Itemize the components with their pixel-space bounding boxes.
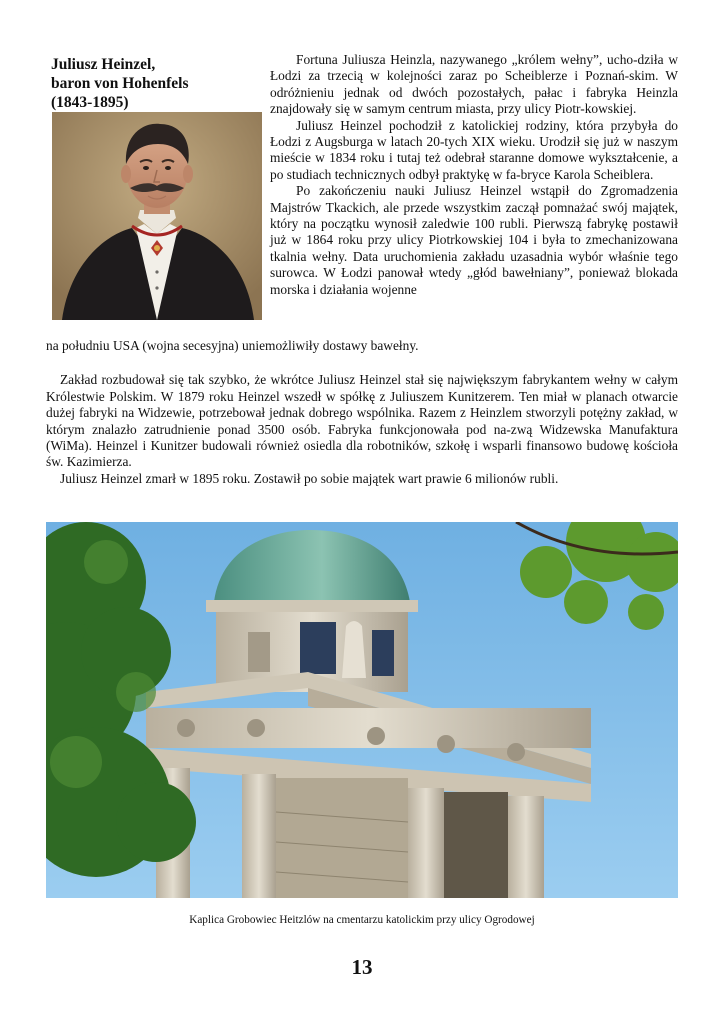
paragraph-expansion: Zakład rozbudował się tak szybko, że wkrótce Juliusz Heinzel stał się największym fabrykantem wełny w całym Królestwie Polskim. W 1879 roku Heinzel wszedł w spółkę z Juliuszem Kunitzerem. Ten miał w planach otwarcie dużej fabryki na Widzewie, potrzebował jednak dobrego wspólnika. Razem z Heinzlem stworzyli potężny zakład, w którym znalazło zatrudnienie ponad 3500 osób. Fabryka funkcjonowała pod na-zwą Widzewska Manufaktura (WiMa). Heinzel i Kunitzer budowali również osiedla dla robotników, szkołę i wsparli finansowo budowę kościoła św. Kazimierza. <box>46 372 678 470</box>
portrait-title-line-name: Juliusz Heinzel, <box>51 56 156 73</box>
paragraph-death: Juliusz Heinzel zmarł w 1895 roku. Zostawił po sobie majątek wart prawie 6 milionów rubli. <box>60 470 559 486</box>
portrait-title-line-years: (1843-1895) <box>51 94 129 111</box>
chapel-illustration <box>46 522 678 898</box>
paragraph-continuation: na południu USA (wojna secesyjna) uniemożliwiły dostawy bawełny. <box>46 338 419 353</box>
right-column-text <box>270 52 678 298</box>
paragraph-origin: Juliusz Heinzel pochodził z katolickiej rodziny, która przybyła do Łodzi z Augsburga w latach 20-tych XIX wieku. Urodził się już w naszym mieście w 1834 roku i tutaj też odebrał staranne domowe wykształcenie, a po studiach technicznych odbył praktykę w fa-bryce Karola Scheiblera. <box>270 117 678 182</box>
chapel-photo <box>46 522 678 898</box>
paragraph-intro: Fortuna Juliusza Heinzla, nazywanego „królem wełny”, ucho-dziła w Łodzi za trzecią w kolejności zaraz po Scheiblerze i Poznań-skim. W odróżnieniu jednak od dwóch pozostałych, pałac i fabryka Heinzla znajdowały się w samym centrum miasta, przy ulicy Piotr-kowskiej. <box>270 52 678 117</box>
paragraph-first-factory: Po zakończeniu nauki Juliusz Heinzel wstąpił do Zgromadzenia Majstrów Tkackich, ale przede wszystkim zaczął pomnażać swój majątek, który na początku wynosił zaledwie 100 rubli. Pierwszą fabrykę postawił już w 1864 roku przy ulicy Piotrkowskiej 104 i była to zmechanizowana tkalnia wełny. Data uruchomienia zakładu uzasadnia wybór właśnie tego surowca. W Łodzi panował wtedy „głód bawełniany”, ponieważ blokada morska i działania wojenne <box>270 183 678 297</box>
portrait-title <box>51 55 266 112</box>
portrait-title-line-baron: baron von Hohenfels <box>51 75 189 92</box>
photo-caption: Kaplica Grobowiec Heitzlów na cmentarzu katolickim przy ulicy Ogrodowej <box>189 914 535 926</box>
portrait-illustration <box>52 112 262 320</box>
portrait-painting <box>52 112 262 320</box>
page-number: 13 <box>351 955 373 979</box>
full-width-text <box>46 338 678 487</box>
